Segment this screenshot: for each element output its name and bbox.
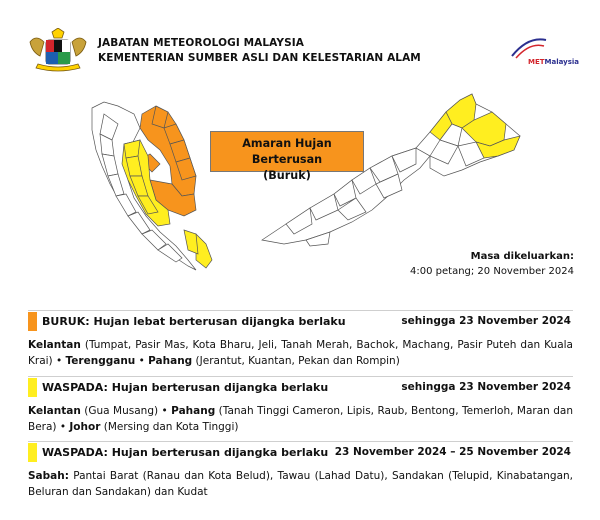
met-logo-malaysia: Malaysia — [544, 58, 579, 66]
issued-time — [410, 249, 574, 279]
state-name: Sabah: — [28, 470, 69, 482]
district-list: (Tumpat, Pasir Mas, Kota Bharu, Jeli, Tanah Merah, Bachok, Machang, Pasir Puteh dan Kuala Krai) • — [28, 339, 573, 367]
state-name: Kelantan — [28, 405, 81, 417]
warning-box-line1: Amaran Hujan Berterusan — [242, 137, 332, 166]
met-malaysia-logo — [528, 58, 579, 66]
section-divider — [28, 310, 573, 311]
section-body — [28, 403, 573, 435]
section-body — [28, 468, 573, 500]
district-list: (Mersing dan Kota Tinggi) — [100, 421, 239, 433]
district-list: (Jerantut, Kuantan, Pekan dan Rompin) — [192, 355, 400, 367]
district-list: (Gua Musang) • — [80, 405, 172, 417]
warning-legend-box — [210, 131, 364, 182]
section-waspada-1 — [28, 376, 573, 438]
state-name: Pahang — [171, 405, 216, 417]
level-color-bar — [28, 312, 37, 331]
district-list: • — [135, 355, 149, 367]
level-color-bar — [28, 443, 37, 462]
section-title: WASPADA: Hujan berterusan dijangka berlaku — [42, 381, 329, 394]
section-waspada-2 — [28, 441, 573, 503]
section-date: sehingga 23 November 2024 — [401, 381, 571, 393]
state-name: Kelantan — [28, 339, 81, 351]
issued-value: 4:00 petang; 20 November 2024 — [410, 266, 574, 277]
coat-of-arms-logo — [26, 28, 90, 74]
header — [0, 0, 600, 82]
warning-box-line2: (Buruk) — [263, 169, 311, 182]
state-name: Pahang — [148, 355, 193, 367]
section-buruk — [28, 310, 573, 372]
level-color-bar — [28, 378, 37, 397]
section-title: WASPADA: Hujan berterusan dijangka berlaku — [42, 446, 329, 459]
section-divider — [28, 441, 573, 442]
district-list: Pantai Barat (Ranau dan Kota Belud), Tawau (Lahad Datu), Sandakan (Telupid, Kinabatangan, Beluran dan Sandakan) dan Kudat — [28, 470, 573, 498]
met-logo-met: MET — [528, 58, 545, 66]
section-title: BURUK: Hujan lebat berterusan dijangka berlaku — [42, 315, 346, 328]
section-body — [28, 337, 573, 369]
org-name-line1: JABATAN METEOROLOGI MALAYSIA — [98, 37, 304, 49]
org-name-line2: KEMENTERIAN SUMBER ASLI DAN KELESTARIAN ALAM — [98, 52, 421, 64]
district-list: (Tanah Tinggi Cameron, Lipis, Raub, Bentong, Temerloh, Maran dan Bera) • — [28, 405, 573, 433]
section-date: 23 November 2024 – 25 November 2024 — [334, 446, 571, 458]
section-divider — [28, 376, 573, 377]
met-malaysia-logo-swoosh — [508, 34, 548, 60]
state-name: Johor — [69, 421, 101, 433]
section-date: sehingga 23 November 2024 — [401, 315, 571, 327]
issued-label: Masa dikeluarkan: — [470, 251, 574, 262]
state-name: Terengganu — [65, 355, 136, 367]
